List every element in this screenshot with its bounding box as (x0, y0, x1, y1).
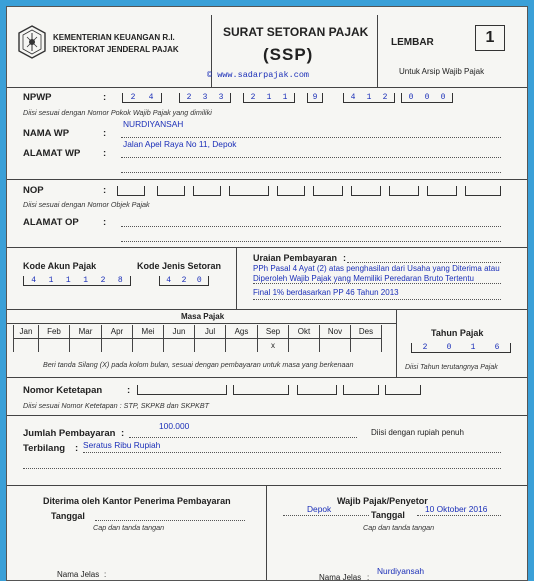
npwp-label: NPWP (23, 92, 52, 103)
npwp-group-digit: 4 (148, 93, 154, 102)
penyetor-nama-label: Nama Jelas (319, 573, 362, 581)
ministry-name: KEMENTERIAN KEUANGAN R.I. (53, 33, 175, 42)
penyetor-nama[interactable]: Nurdiyansah (377, 566, 425, 576)
tahun-pajak-label: Tahun Pajak (431, 328, 484, 338)
month-mark-jul[interactable] (195, 339, 226, 352)
tahun-box-digit: 1 (470, 343, 476, 352)
npwp-group-digit: 1 (366, 93, 372, 102)
kode-akun-box-digit: 4 (31, 276, 37, 285)
month-cell-jan[interactable]: Jan (13, 325, 39, 339)
npwp-group-digit: 9 (312, 93, 318, 102)
kode-akun-box-digit: 1 (48, 276, 54, 285)
month-cell-mar[interactable]: Mar (70, 325, 102, 339)
month-mark-jun[interactable] (164, 339, 195, 352)
kode-akun-box-digit: 8 (117, 276, 123, 285)
uraian-line-1[interactable]: PPh Pasal 4 Ayat (2) atas penghasilan dari Usaha yang Diterima atau (253, 264, 500, 273)
nop-group[interactable] (157, 186, 185, 196)
alamat-wp-value[interactable]: Jalan Apel Raya No 11, Depok (123, 139, 237, 149)
website-watermark: © www.sadarpajak.com (207, 70, 310, 80)
directorate-name: DIREKTORAT JENDERAL PAJAK (53, 45, 179, 54)
npwp-group-digit: 0 (408, 93, 414, 102)
masa-pajak-marks[interactable] (13, 339, 382, 352)
penyetor-city[interactable]: Depok (307, 504, 332, 514)
tahun-pajak-hint: Diisi Tahun terutangnya Pajak (405, 364, 498, 371)
kode-jenis-label: Kode Jenis Setoran (137, 261, 222, 271)
lembar-label: LEMBAR (391, 37, 434, 48)
alamat-op-label: ALAMAT OP (23, 217, 79, 228)
nop-group[interactable] (427, 186, 457, 196)
npwp-group-digit: 0 (440, 93, 446, 102)
ministry-emblem-icon (17, 25, 47, 59)
tahun-box[interactable] (411, 343, 511, 353)
diterima-nama-label: Nama Jelas (57, 570, 100, 579)
nop-group[interactable] (117, 186, 145, 196)
npwp-hint: Diisi sesuai dengan Nomor Pokok Wajib Pajak yang dimiliki (23, 108, 212, 117)
nop-group[interactable] (465, 186, 501, 196)
tahun-box-digit: 0 (446, 343, 452, 352)
kode-akun-box[interactable] (23, 276, 131, 286)
npwp-group-digit: 3 (218, 93, 224, 102)
npwp-group[interactable] (343, 93, 395, 103)
penyetor-title: Wajib Pajak/Penyetor (337, 496, 428, 506)
nop-label: NOP (23, 185, 44, 196)
npwp-group-digit: 2 (186, 93, 192, 102)
month-cell-apr[interactable]: Apr (102, 325, 133, 339)
alamat-wp-label: ALAMAT WP (23, 148, 81, 159)
npwp-group[interactable] (307, 93, 323, 103)
penyetor-tanggal-label: Tanggal (371, 510, 405, 520)
kode-akun-label: Kode Akun Pajak (23, 261, 97, 271)
terbilang-label: Terbilang (23, 443, 66, 454)
month-mark-nov[interactable] (320, 339, 351, 352)
month-cell-jun[interactable]: Jun (164, 325, 195, 339)
month-mark-feb[interactable] (39, 339, 70, 352)
jumlah-label: Jumlah Pembayaran (23, 428, 116, 439)
jumlah-note: Diisi dengan rupiah penuh (371, 428, 464, 437)
month-cell-ags[interactable]: Ags (226, 325, 258, 339)
month-mark-okt[interactable] (289, 339, 320, 352)
npwp-group[interactable] (401, 93, 453, 103)
kode-akun-box-digit: 2 (100, 276, 106, 285)
month-cell-mei[interactable]: Mei (133, 325, 164, 339)
month-mark-jan[interactable] (13, 339, 39, 352)
month-mark-mei[interactable] (133, 339, 164, 352)
month-cell-okt[interactable]: Okt (289, 325, 320, 339)
diterima-tanggal-label: Tanggal (51, 511, 85, 521)
npwp-group[interactable] (179, 93, 231, 103)
npwp-group[interactable] (243, 93, 295, 103)
nop-group[interactable] (277, 186, 305, 196)
ketetapan-group[interactable] (385, 385, 421, 395)
tahun-box-digit: 6 (494, 343, 500, 352)
month-cell-feb[interactable]: Feb (39, 325, 70, 339)
tahun-box-digit: 2 (422, 343, 428, 352)
penyetor-date[interactable]: 10 Oktober 2016 (425, 504, 488, 514)
kode-jenis-box-digit: 2 (181, 276, 187, 285)
lembar-number: 1 (475, 25, 505, 51)
nop-hint: Diisi sesuai dengan Nomor Objek Pajak (23, 200, 150, 209)
penyetor-stamp-note: Cap dan tanda tangan (363, 523, 435, 532)
lembar-note: Untuk Arsip Wajib Pajak (399, 67, 485, 76)
uraian-line-3[interactable]: Final 1% berdasarkan PP 46 Tahun 2013 (253, 288, 399, 297)
kode-akun-box-digit: 1 (83, 276, 89, 285)
uraian-line-2[interactable]: Diperoleh Wajib Pajak yang Memiliki Peredaran Bruto Tertentu (253, 274, 474, 283)
nop-group[interactable] (389, 186, 419, 196)
uraian-label: Uraian Pembayaran (253, 253, 338, 263)
nop-group[interactable] (351, 186, 381, 196)
ketetapan-group[interactable] (137, 385, 227, 395)
terbilang-value[interactable]: Seratus Ribu Rupiah (83, 440, 161, 450)
kode-jenis-box-digit: 4 (166, 276, 172, 285)
ketetapan-label: Nomor Ketetapan (23, 385, 103, 396)
ketetapan-hint: Diisi sesuai Nomor Ketetapan : STP, SKPKB dan SKPKBT (23, 401, 210, 410)
diterima-title: Diterima oleh Kantor Penerima Pembayaran (43, 496, 231, 506)
nop-group[interactable] (193, 186, 221, 196)
jumlah-value[interactable]: 100.000 (159, 421, 190, 431)
npwp-group-digit: 2 (250, 93, 256, 102)
month-mark-mar[interactable] (70, 339, 102, 352)
npwp-group-digit: 1 (282, 93, 288, 102)
npwp-group-digit: 2 (382, 93, 388, 102)
npwp-group-digit: 0 (424, 93, 430, 102)
month-mark-des[interactable] (351, 339, 382, 352)
month-cell-des[interactable]: Des (351, 325, 382, 339)
month-mark-ags[interactable] (226, 339, 258, 352)
nama-wp-label: NAMA WP (23, 128, 70, 139)
month-mark-apr[interactable] (102, 339, 133, 352)
ketetapan-group[interactable] (297, 385, 337, 395)
ssp-form: KEMENTERIAN KEUANGAN R.I. DIREKTORAT JENDERAL PAJAK SURAT SETORAN PAJAK (SSP) © www.sadarpajak.com LEMBAR 1 Untuk Arsip Wajib Pajak NPWP : Diisi sesuai dengan Nomor Pokok Wajib Pajak yang dimiliki NAMA WP : NURDIYANSAH ALAMAT WP : Jalan Apel Raya No 11, Depok NOP : Diisi sesuai dengan Nomor Objek Pajak ALAMAT OP : Kode Akun Pajak Kode Jenis Setoran Uraian Pembayaran : PPh Pasal 4 Ayat (2) atas penghasilan dari Usaha yang Diterima atau Diperoleh Wajib Pajak yang Memiliki Peredaran Bruto Tertentu Final 1% berdasarkan PP 46 Tahun 2013 Masa Pajak Jan Feb Mar Apr Mei Jun Jul Ags Sep Okt Nov Des x Beri tanda Silang (X) pada kolom bulan, sesuai dengan pembayaran untuk masa yang berkenaan Tahun Pajak Diisi Tahun terutangnya Pajak Nomor Ketetapan : Diisi sesuai Nomor Ketetapan : STP, SKPKB dan SKPKBT Jumlah Pembayaran : 100.000 Diisi dengan rupiah penuh Terbilang : Seratus Ribu Rupiah Diterima oleh Kantor Penerima Pembayaran Tanggal Cap dan tanda tangan Nama Jelas : Wajib Pajak/Penyetor Depok Tanggal 10 Oktober 2016 Cap dan tanda tangan Nama Jelas : Nurdiyansah 2 4 2 3 3 2 1 1 9 4 1 2 0 0 0 4 1 1 1 2 8 4 2 0 2 0 1 6 (6, 6, 528, 581)
masa-pajak-grid[interactable] (13, 325, 382, 339)
form-title: SURAT SETORAN PAJAK (223, 25, 369, 39)
npwp-group-digit: 4 (350, 93, 356, 102)
kode-jenis-box-digit: 0 (196, 276, 202, 285)
month-cell-jul[interactable]: Jul (195, 325, 226, 339)
npwp-group[interactable] (122, 93, 162, 103)
masa-pajak-hint: Beri tanda Silang (X) pada kolom bulan, sesuai dengan pembayaran untuk masa yang berkenaan (43, 360, 354, 369)
diterima-stamp-note: Cap dan tanda tangan (93, 523, 165, 532)
npwp-group-digit: 2 (130, 93, 136, 102)
month-cell-nov[interactable]: Nov (320, 325, 351, 339)
nop-group[interactable] (313, 186, 343, 196)
form-subtitle: (SSP) (263, 45, 314, 64)
npwp-group-digit: 1 (266, 93, 272, 102)
month-cell-sep[interactable]: Sep (258, 325, 289, 339)
masa-pajak-label: Masa Pajak (181, 312, 225, 321)
kode-jenis-box[interactable] (159, 276, 209, 286)
kode-akun-box-digit: 1 (65, 276, 71, 285)
nama-wp-value[interactable]: NURDIYANSAH (123, 119, 184, 129)
ketetapan-group[interactable] (233, 385, 289, 395)
nop-group[interactable] (229, 186, 269, 196)
npwp-group-digit: 3 (202, 93, 208, 102)
month-mark-sep[interactable]: x (258, 339, 289, 352)
ketetapan-group[interactable] (343, 385, 379, 395)
